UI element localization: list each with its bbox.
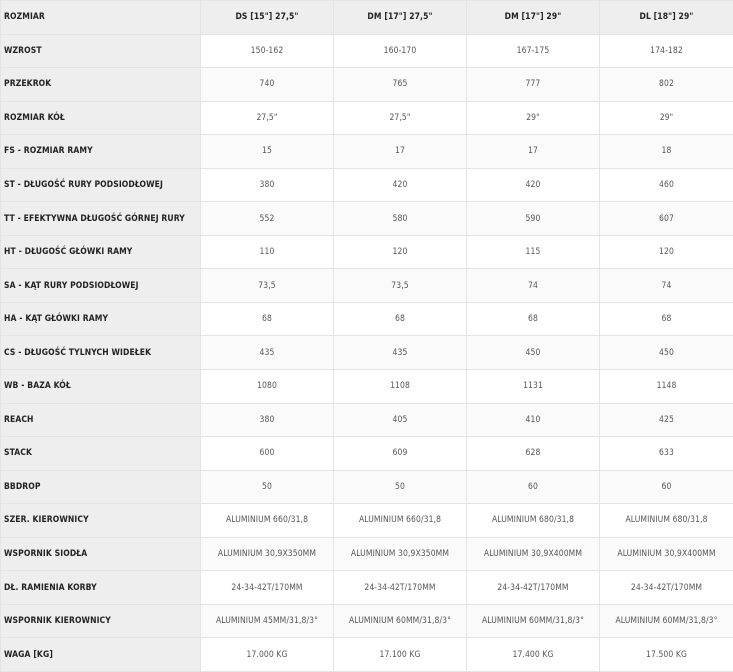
table-cell: 740	[201, 68, 334, 102]
table-cell: 174-182	[600, 34, 733, 68]
table-cell: 420	[467, 168, 600, 202]
table-cell: 17	[467, 135, 600, 169]
row-label: BBDROP	[1, 470, 201, 504]
table-cell: 73,5	[201, 269, 334, 303]
table-cell: 405	[334, 403, 467, 437]
table-row	[1, 135, 733, 169]
table-cell: 24-34-42T/170MM	[201, 571, 334, 605]
table-cell: 1131	[467, 370, 600, 404]
size-header-label: ROZMIAR	[1, 1, 201, 35]
table-row	[1, 638, 733, 672]
table-cell: 1108	[334, 370, 467, 404]
table-cell: 410	[467, 403, 600, 437]
table-row	[1, 571, 733, 605]
table-cell: 50	[201, 470, 334, 504]
table-cell: 68	[334, 302, 467, 336]
table-cell: 420	[334, 168, 467, 202]
table-cell: 633	[600, 437, 733, 471]
row-label: STACK	[1, 437, 201, 471]
size-column-header: DM [17"] 29"	[467, 1, 600, 35]
table-cell: 435	[201, 336, 334, 370]
table-row	[1, 537, 733, 571]
table-cell: 600	[201, 437, 334, 471]
table-cell: 18	[600, 135, 733, 169]
table-cell: 60	[467, 470, 600, 504]
table-cell: 450	[467, 336, 600, 370]
table-row	[1, 336, 733, 370]
table-cell: ALUMINIUM 30,9X400MM	[600, 537, 733, 571]
table-row	[1, 470, 733, 504]
table-row	[1, 235, 733, 269]
table-row	[1, 403, 733, 437]
row-label: SA - KĄT RURY PODSIODŁOWEJ	[1, 269, 201, 303]
table-cell: 1080	[201, 370, 334, 404]
table-cell: 160-170	[334, 34, 467, 68]
table-cell: 609	[334, 437, 467, 471]
table-row	[1, 168, 733, 202]
row-label: ST - DŁUGOŚĆ RURY PODSIODŁOWEJ	[1, 168, 201, 202]
table-cell: 68	[600, 302, 733, 336]
table-cell: 425	[600, 403, 733, 437]
row-label: REACH	[1, 403, 201, 437]
row-label: WZROST	[1, 34, 201, 68]
table-cell: 17	[334, 135, 467, 169]
table-cell: 110	[201, 235, 334, 269]
table-cell: 590	[467, 202, 600, 236]
table-row	[1, 437, 733, 471]
table-cell: 24-34-42T/170MM	[334, 571, 467, 605]
row-label: WSPORNIK SIODŁA	[1, 537, 201, 571]
table-cell: 73,5	[334, 269, 467, 303]
table-cell: 68	[467, 302, 600, 336]
table-cell: 777	[467, 68, 600, 102]
table-cell: ALUMINIUM 30,9X400MM	[467, 537, 600, 571]
table-cell: 50	[334, 470, 467, 504]
table-cell: ALUMINIUM 30,9X350MM	[201, 537, 334, 571]
row-label: WB - BAZA KÓŁ	[1, 370, 201, 404]
table-cell: ALUMINIUM 680/31,8	[600, 504, 733, 538]
table-cell: ALUMINIUM 660/31,8	[201, 504, 334, 538]
table-row	[1, 34, 733, 68]
row-label: PRZEKROK	[1, 68, 201, 102]
table-cell: 380	[201, 403, 334, 437]
table-cell: 628	[467, 437, 600, 471]
table-cell: 17.500 KG	[600, 638, 733, 672]
table-row	[1, 68, 733, 102]
row-label: HA - KĄT GŁÓWKI RAMY	[1, 302, 201, 336]
table-cell: 24-34-42T/170MM	[467, 571, 600, 605]
size-column-header: DL [18"] 29"	[600, 1, 733, 35]
table-cell: 115	[467, 235, 600, 269]
table-cell: ALUMINIUM 60MM/31,8/3°	[334, 604, 467, 638]
table-body	[1, 34, 733, 671]
table-row	[1, 302, 733, 336]
table-cell: 15	[201, 135, 334, 169]
table-cell: 380	[201, 168, 334, 202]
row-label: SZER. KIEROWNICY	[1, 504, 201, 538]
table-cell: 435	[334, 336, 467, 370]
table-cell: 17.100 KG	[334, 638, 467, 672]
table-cell: 580	[334, 202, 467, 236]
table-cell: ALUMINIUM 680/31,8	[467, 504, 600, 538]
row-label: DŁ. RAMIENIA KORBY	[1, 571, 201, 605]
table-cell: ALUMINIUM 660/31,8	[334, 504, 467, 538]
table-cell: 802	[600, 68, 733, 102]
table-cell: 552	[201, 202, 334, 236]
row-label: WAGA [KG]	[1, 638, 201, 672]
size-column-header: DM [17"] 27,5"	[334, 1, 467, 35]
table-cell: 150-162	[201, 34, 334, 68]
table-cell: ALUMINIUM 45MM/31,8/3°	[201, 604, 334, 638]
table-cell: 120	[600, 235, 733, 269]
row-label: WSPORNIK KIEROWNICY	[1, 604, 201, 638]
table-row	[1, 504, 733, 538]
table-cell: 460	[600, 168, 733, 202]
row-label: ROZMIAR KÓŁ	[1, 101, 201, 135]
table-cell: 27,5"	[334, 101, 467, 135]
table-cell: 74	[600, 269, 733, 303]
table-cell: 24-34-42T/170MM	[600, 571, 733, 605]
row-label: FS - ROZMIAR RAMY	[1, 135, 201, 169]
table-cell: 167-175	[467, 34, 600, 68]
row-label: CS - DŁUGOŚĆ TYLNYCH WIDEŁEK	[1, 336, 201, 370]
table-cell: 17.400 KG	[467, 638, 600, 672]
table-row	[1, 604, 733, 638]
table-cell: ALUMINIUM 30,9X350MM	[334, 537, 467, 571]
table-cell: 27,5"	[201, 101, 334, 135]
table-cell: 17.000 KG	[201, 638, 334, 672]
table-cell: 68	[201, 302, 334, 336]
row-label: HT - DŁUGOŚĆ GŁÓWKI RAMY	[1, 235, 201, 269]
size-column-header: DS [15"] 27,5"	[201, 1, 334, 35]
table-cell: 450	[600, 336, 733, 370]
table-cell: 74	[467, 269, 600, 303]
table-cell: 60	[600, 470, 733, 504]
table-row	[1, 269, 733, 303]
table-cell: 29"	[600, 101, 733, 135]
table-cell: ALUMINIUM 60MM/31,8/3°	[467, 604, 600, 638]
table-cell: 120	[334, 235, 467, 269]
table-row	[1, 202, 733, 236]
row-label: TT - EFEKTYWNA DŁUGOŚĆ GÓRNEJ RURY	[1, 202, 201, 236]
table-cell: ALUMINIUM 60MM/31,8/3°	[600, 604, 733, 638]
table-cell: 29"	[467, 101, 600, 135]
table-header	[1, 1, 733, 35]
table-cell: 1148	[600, 370, 733, 404]
table-cell: 607	[600, 202, 733, 236]
table-row	[1, 370, 733, 404]
header-row	[1, 1, 733, 35]
table-row	[1, 101, 733, 135]
table-cell: 765	[334, 68, 467, 102]
